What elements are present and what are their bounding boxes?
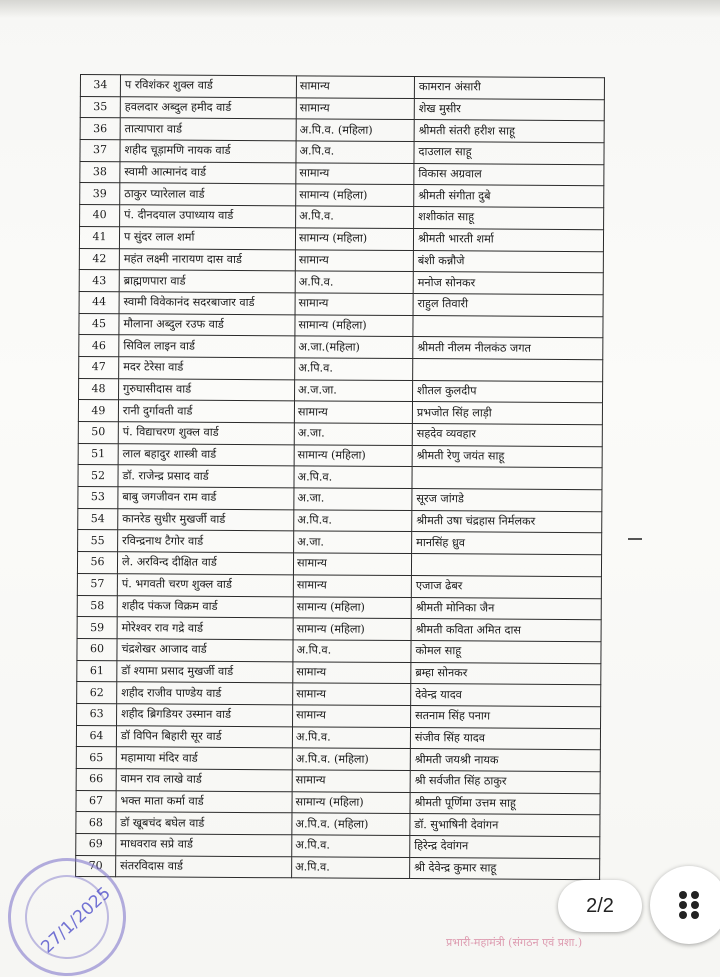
reservation-category: अ.पि.व. [296,206,414,228]
candidate-name: कोमल साहू [411,640,601,663]
candidate-name: श्री सर्वजीत सिंह ठाकुर [410,771,600,794]
ward-name: मौलाना अब्दुल रउफ वार्ड [119,313,295,336]
row-number: 54 [78,508,118,530]
ward-name: प सुंदर लाल शर्मा [119,227,295,250]
row-number: 59 [77,617,117,639]
reservation-category: सामान्य [293,553,411,575]
candidate-name: एजाज ढेबर [411,575,601,598]
table-row [77,660,601,685]
row-number: 60 [77,638,117,660]
ward-name: पं. दीनदयाल उपाध्याय वार्ड [120,205,296,228]
row-number: 66 [76,768,116,790]
row-number: 57 [77,573,117,595]
candidate-name: शीतल कुलदीप [413,380,603,403]
table-row [76,812,600,837]
ward-name: डॉ. राजेन्द्र प्रसाद वार्ड [118,465,294,488]
reservation-category: अ.जा. [294,488,412,510]
table-row [77,595,601,620]
candidate-name: श्रीमती पूर्णिमा उत्तम साहू [410,792,600,815]
table-row [80,140,604,165]
candidate-name: सतनाम सिंह पनाग [411,705,601,728]
candidate-name: श्रीमती संगीता दुबे [414,185,604,208]
reservation-category: अ.जा.(महिला) [295,336,413,358]
candidate-name [412,467,602,490]
ward-name: माधवराव सप्रे वार्ड [116,834,292,857]
table-row [78,465,602,490]
ward-name: ले. अरविन्द दीक्षित वार्ड [117,552,293,575]
table-row [76,834,600,859]
candidate-name: श्रीमती उषा चंद्रहास निर्मलकर [412,510,602,533]
candidate-name: शेख मुसीर [414,98,604,121]
candidate-name: ब्रम्हा सोनकर [411,662,601,685]
ward-name: शहीद पंकज विक्रम वार्ड [117,595,293,618]
table-row [80,205,604,230]
row-number: 55 [78,530,118,552]
ward-name: शहीद राजीव पाण्डेय वार्ड [117,682,293,705]
row-number: 68 [76,812,116,834]
page-indicator: 2/2 [558,880,642,932]
table-row [79,291,603,316]
candidate-name: कामरान अंसारी [414,77,604,100]
row-number: 58 [77,595,117,617]
ward-name: वामन राव लाखे वार्ड [116,769,292,792]
row-number: 37 [80,140,120,162]
candidate-name: श्रीमती कविता अमित दास [411,619,601,642]
row-number: 52 [78,465,118,487]
candidate-name: सहदेव व्यवहार [412,424,602,447]
row-number: 61 [77,660,117,682]
reservation-category: सामान्य (महिला) [295,314,413,336]
table-row [79,270,603,295]
seal-date: 27/1/2025 [37,883,115,958]
table-row [79,226,603,251]
reservation-category: सामान्य [293,575,411,597]
ward-name: पं. विद्याचरण शुक्ल वार्ड [118,422,294,445]
table-row [79,335,603,360]
candidate-name: श्री देवेन्द्र कुमार साहू [410,857,600,880]
ward-name: प रविशंकर शुक्ल वार्ड [120,75,296,98]
reservation-category: सामान्य [292,770,410,792]
row-number: 67 [76,790,116,812]
table-row [76,747,600,772]
candidate-name: विकास अग्रवाल [414,163,604,186]
ward-candidate-table [75,74,605,881]
candidate-name: मानसिंह ध्रुव [412,532,602,555]
reservation-category: अ.ज.जा. [295,379,413,401]
reservation-category: सामान्य [295,249,413,271]
row-number: 43 [79,270,119,292]
reservation-category: अ.जा. [294,423,412,445]
ward-name: चंद्रशेखर आजाद वार्ड [117,639,293,662]
table-row [77,703,601,728]
row-number: 56 [77,552,117,574]
margin-mark [628,538,642,540]
ward-name: स्वामी आत्मानंद वार्ड [120,161,296,184]
reservation-category: अ.पि.व. [292,835,410,857]
reservation-category: सामान्य (महिला) [293,596,411,618]
row-number: 42 [79,248,119,270]
reservation-category: अ.पि.व. (महिला) [296,119,414,141]
table-row [78,443,602,468]
row-number: 50 [78,421,118,443]
ward-name: महंत लक्ष्मी नारायण दास वार्ड [119,248,295,271]
ward-name: लाल बहादुर शास्त्री वार्ड [118,443,294,466]
candidate-name: शशीकांत साहू [414,207,604,230]
ward-name: रविन्द्रनाथ टैगोर वार्ड [118,530,294,553]
reservation-category: सामान्य [293,683,411,705]
table-body [76,75,605,881]
row-number: 41 [79,226,119,248]
reservation-category: अ.पि.व. [294,510,412,532]
table-row [80,75,604,100]
row-number: 34 [80,75,120,97]
ward-name: डॉ श्यामा प्रसाद मुखर्जी वार्ड [117,660,293,683]
ward-name: शहीद चूड़ामणि नायक वार्ड [120,140,296,163]
row-number: 69 [76,834,116,856]
candidate-name: हिरेन्द्र देवांगन [410,836,600,859]
ward-name: गुरुघासीदास वार्ड [119,378,295,401]
table-row [79,378,603,403]
candidate-name: श्रीमती रेणु जयंत साहू [412,445,602,468]
table-row [78,400,602,425]
row-number: 38 [80,161,120,183]
table-row [78,487,602,512]
table-row [80,96,604,121]
candidate-name: सूरज जांगडे [412,489,602,512]
ward-name: स्वामी विवेकानंद सदरबाजार वार्ड [119,292,295,315]
reservation-category: सामान्य [296,98,414,120]
row-number: 45 [79,313,119,335]
candidate-name [413,315,603,338]
row-number: 47 [79,356,119,378]
ward-name: मोरेश्वर राव गद्रे वार्ड [117,617,293,640]
reservation-category: सामान्य (महिला) [294,445,412,467]
row-number: 53 [78,487,118,509]
ward-name: संतरविदास वार्ड [116,855,292,878]
reservation-category: सामान्य (महिला) [295,228,413,250]
ward-name: कानरेड सुधीर मुखर्जी वार्ड [118,508,294,531]
table-row [80,118,604,143]
table-row [80,161,604,186]
ward-name: तात्यापारा वार्ड [120,118,296,141]
table-row [77,573,601,598]
ward-name: भक्त माता कर्मा वार्ड [116,790,292,813]
candidate-name: श्रीमती नीलम नीलकंठ जगत [413,337,603,360]
reservation-category: सामान्य [296,163,414,185]
ward-name: पं. भगवती चरण शुक्ल वार्ड [117,574,293,597]
candidate-name: दाउलाल साहू [414,142,604,165]
candidate-name: श्रीमती मोनिका जैन [411,597,601,620]
candidate-name: बंशी कन्नौजे [413,250,603,273]
candidate-name: श्रीमती भारती शर्मा [413,228,603,251]
table-row [78,508,602,533]
table-row [78,421,602,446]
row-number: 46 [79,335,119,357]
table-row [77,682,601,707]
reservation-category: अ.पि.व. (महिला) [292,748,410,770]
row-number: 40 [80,205,120,227]
table-row [79,313,603,338]
candidate-name: देवेन्द्र यादव [411,684,601,707]
reservation-category: सामान्य [295,293,413,315]
row-number: 49 [78,400,118,422]
row-number: 65 [76,747,116,769]
row-number: 36 [80,118,120,140]
reservation-category: अ.पि.व. [296,141,414,163]
table-row [77,552,601,577]
candidate-name: श्रीमती संतरी हरीश साहू [414,120,604,143]
table-row [79,248,603,273]
row-number: 44 [79,291,119,313]
candidate-name [411,554,601,577]
table-row [78,530,602,555]
ward-name: महामाया मंदिर वार्ड [116,747,292,770]
candidate-name [413,358,603,381]
more-options-button[interactable] [650,866,720,944]
row-number: 64 [76,725,116,747]
reservation-category: अ.पि.व. [292,726,410,748]
table-row [77,617,601,642]
ward-name: ठाकुर प्यारेलाल वार्ड [120,183,296,206]
table-row [76,725,600,750]
candidate-name: डॉ. सुभाषिनी देवांगन [410,814,600,837]
table-row [76,790,600,815]
table-row [76,768,600,793]
candidate-name: श्रीमती जयश्री नायक [410,749,600,772]
candidate-name: मनोज सोनकर [413,272,603,295]
reservation-category: अ.पि.व. [293,640,411,662]
reservation-category: सामान्य [293,661,411,683]
row-number: 51 [78,443,118,465]
row-number: 39 [80,183,120,205]
reservation-category: सामान्य [296,76,414,98]
candidate-name: संजीव सिंह यादव [410,727,600,750]
row-number: 62 [77,682,117,704]
table-row [79,356,603,381]
row-number: 63 [77,703,117,725]
table-row [77,638,601,663]
page-top-shadow [0,0,720,18]
row-number: 48 [79,378,119,400]
ward-name: डॉ खूबचंद बघेल वार्ड [116,812,292,835]
ward-name: सिविल लाइन वार्ड [119,335,295,358]
ward-name: शहीद ब्रिगडियर उस्मान वार्ड [117,704,293,727]
table-row [76,855,600,880]
reservation-category: सामान्य (महिला) [296,184,414,206]
candidate-name: राहुल तिवारी [413,293,603,316]
ward-name: रानी दुर्गावती वार्ड [118,400,294,423]
ward-name: डॉ विपिन बिहारी सूर वार्ड [116,725,292,748]
ward-name: मदर टेरेसा वार्ड [119,357,295,380]
row-number: 35 [80,96,120,118]
ward-name: ब्राह्मणपारा वार्ड [119,270,295,293]
reservation-category: सामान्य (महिला) [293,618,411,640]
signature-designation: प्रभारी-महामंत्री (संगठन एवं प्रशा.) [446,936,583,949]
table-row [80,183,604,208]
reservation-category: अ.पि.व. [292,857,410,879]
reservation-category: अ.पि.व. [295,358,413,380]
reservation-category: अ.पि.व. [294,466,412,488]
reservation-category: अ.पि.व. (महिला) [292,813,410,835]
reservation-category: सामान्य [293,705,411,727]
ward-name: हवलदार अब्दुल हमीद वार्ड [120,96,296,119]
row-number: 70 [76,855,116,877]
reservation-category: सामान्य (महिला) [292,791,410,813]
reservation-category: सामान्य [294,401,412,423]
reservation-category: अ.पि.व. [295,271,413,293]
candidate-name: प्रभजोत सिंह लाड़ी [412,402,602,425]
ward-name: बाबु जगजीवन राम वार्ड [118,487,294,510]
reservation-category: अ.जा. [294,531,412,553]
